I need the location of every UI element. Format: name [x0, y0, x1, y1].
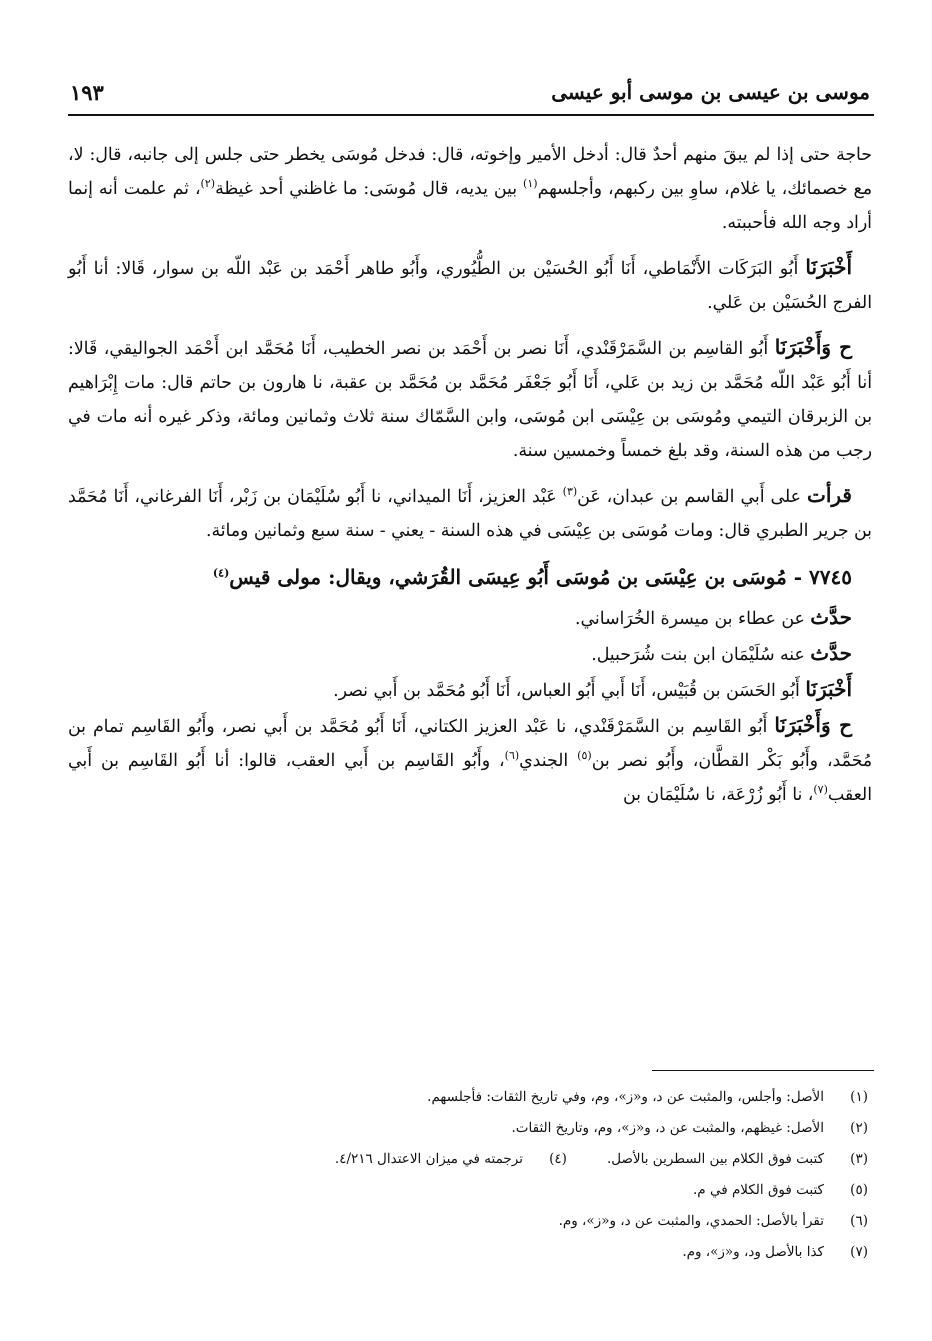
footnote-number: (٥)	[850, 1182, 868, 1198]
page-header	[70, 72, 870, 112]
footnote-marker: (٣)	[562, 485, 578, 499]
footnote-marker: (٦)	[504, 749, 520, 763]
footnote-text: كذا بالأصل ود، و«ز»، وم.	[682, 1244, 824, 1260]
entry-line	[68, 672, 872, 708]
footnote-marker: (١)	[523, 177, 538, 191]
footnote-number: (٤)	[549, 1151, 567, 1167]
footnote-text: ترجمته في ميزان الاعتدال ٤/٢١٦.	[334, 1151, 523, 1167]
text-run: عنه سُلَيْمَان ابن بنت شُرَحبيل.	[591, 645, 811, 665]
footnote	[68, 1206, 868, 1237]
text-run: حاجة حتى إذا لم يبقَ منهم أحدٌ قال: أدخل الأمير وإخوته، قال: فدخل مُوسَى يخطر حتى جلس إلى جانبه، قال: لا، مع خصمائك، يا غلام، ساوِ بين ركبهم، وأجلسهم	[68, 145, 872, 199]
entry-lines	[68, 600, 872, 708]
footnote	[68, 1113, 868, 1144]
footnote-marker: (٢)	[200, 177, 216, 191]
footnote	[68, 1237, 868, 1268]
text-run: عن عطاء بن ميسرة الخُرَاساني.	[575, 609, 811, 629]
footnote	[68, 1144, 868, 1175]
footnote-text: كتبت فوق الكلام بين السطرين بالأصل.	[606, 1151, 824, 1167]
footnote-text: الأصل: غيظهم، والمثبت عن د، و«ز»، وم، وتاريخ الثقات.	[511, 1120, 824, 1136]
narration-keyword: أَخْبَرَنَا	[805, 255, 852, 279]
text-run: عَبْد العزيز، أَنَا الميداني، نا أَبُو سُلَيْمَان بن زَبْر، أَنَا الفرغاني، أَنَا مُحَمَّد بن جرير الطبري قال: ومات مُوسَى بن عِيْسَى في هذه السنة - يعني - سنة سبع وثمانين ومائة.	[68, 487, 872, 541]
footnote-number: (٣)	[850, 1151, 868, 1167]
paragraph	[68, 330, 872, 468]
paragraph	[68, 478, 872, 548]
running-title: موسى بن عيسى بن موسى أبو عيسى	[551, 80, 870, 104]
entry-heading-note: (٤)	[212, 566, 230, 580]
text-run: أَبُو القَاسِم بن السَّمَرْقَنْدي، نا عَبْد العزيز الكتاني، أَنَا أَبُو مُحَمَّد بن أَبي نصر، وأَبُو القَاسِم تمام بن مُحَمَّد، وأَبُو بَكْر القطَّان، وأَبُو نصر بن	[68, 717, 873, 771]
paragraph	[68, 138, 872, 240]
footnote-number: (٢)	[850, 1120, 868, 1136]
footnote-gap	[567, 1144, 607, 1175]
main-text	[68, 138, 872, 822]
paragraph	[68, 250, 872, 320]
last-paragraph	[68, 708, 872, 812]
entry-line	[68, 636, 872, 672]
footnote-marker: (٧)	[813, 783, 828, 797]
text-run: ، نا أَبُو زُرْعَة، نا سُلَيْمَان بن	[622, 785, 814, 805]
footnote-number: (٧)	[850, 1244, 868, 1260]
header-rule	[68, 114, 874, 116]
narration-keyword: ح وَأَخْبَرَنَا	[774, 713, 852, 737]
text-run: أَبُو البَرَكَات الأَنْمَاطي، أَنَا أَبُو الحُسَيْن بن الطُّيُوري، وأَبُو طاهر أَحْمَد بن عَبْد اللّه بن سوار، قَالا: أنا أَبُو الفرج الحُسَيْن بن عَلي.	[68, 259, 872, 313]
footnotes	[68, 1082, 868, 1268]
footnote-text: الأصل: وأجلس، والمثبت عن د، و«ز»، وم، وفي تاريخ الثقات: فأجلسهم.	[427, 1089, 824, 1105]
footnote-text: تقرأ بالأصل: الحمدي، والمثبت عن د، و«ز»، وم.	[558, 1213, 824, 1229]
entry-heading-text: ٧٧٤٥ - مُوسَى بن عِيْسَى بن مُوسَى أَبُو عِيسَى القُرَشي، ويقال: مولى قيس	[229, 565, 852, 589]
footnote	[68, 1175, 868, 1206]
footnote	[68, 1082, 868, 1113]
narration-keyword: ح وَأَخْبَرَنَا	[774, 335, 853, 359]
entry-line	[68, 600, 872, 636]
text-run: بين يديه، قال مُوسَى: ما غاظني أحد غيظة	[215, 179, 524, 199]
narration-keyword: حدَّث	[810, 641, 852, 665]
footnote-rule	[652, 1070, 874, 1071]
narration-keyword: قرأت	[807, 483, 852, 507]
page-number: ١٩٣	[70, 79, 104, 105]
narration-keyword: أَخْبَرَنَا	[805, 677, 852, 701]
text-run: أَبُو القاسِم بن السَّمَرْقَنْدي، أَنَا نصر بن أَحْمَد بن نصر الخطيب، أَنَا مُحَمَّد ابن أَحْمَد الجواليقي، قَالا: أنا أَبُو عَبْد اللّه مُحَمَّد بن زيد بن عَلي، أَنَا أَبُو جَعْفَر مُحَمَّد بن مُحَمَّد بن عقبة، نا هارون بن حاتم قال: مات إِبْرَاهيم بن الزبرقان التيمي ومُوسَى بن عِيْسَى ابن مُوسَى، وابن السَّمّاك سنة ثلاث وثمانين ومائة، وذكر غيره أنه مات في رجب من هذه السنة، وقد بلغ خمساً وخمسين سنة.	[68, 339, 872, 461]
text-run: الجندي	[519, 751, 578, 771]
footnote-text: كتبت فوق الكلام في م.	[693, 1182, 824, 1198]
biography-entry	[68, 558, 872, 708]
narration-keyword: حدَّث	[810, 605, 852, 629]
footnote-number: (٦)	[850, 1213, 868, 1229]
text-run: على أَبي القاسم بن عبدان، عَن	[577, 487, 808, 507]
footnote-number: (١)	[850, 1089, 868, 1105]
text-run: أَبُو الحَسَن بن قُبَيْس، أَنَا أَبي أَبُو العباس، أَنَا أَبُو مُحَمَّد بن أَبي نصر.	[333, 681, 806, 701]
text-run: ، وأَبُو القَاسِم بن أَبي العقب، قالوا: أنا أَبُو القَاسِم بن أَبي العقب	[68, 751, 872, 805]
text-run: ، ثم علمت أنه إنما أراد وجه الله فأحببته.	[68, 179, 872, 233]
entry-heading	[68, 558, 872, 596]
paragraphs	[68, 138, 872, 548]
footnote-marker: (٥)	[577, 749, 592, 763]
